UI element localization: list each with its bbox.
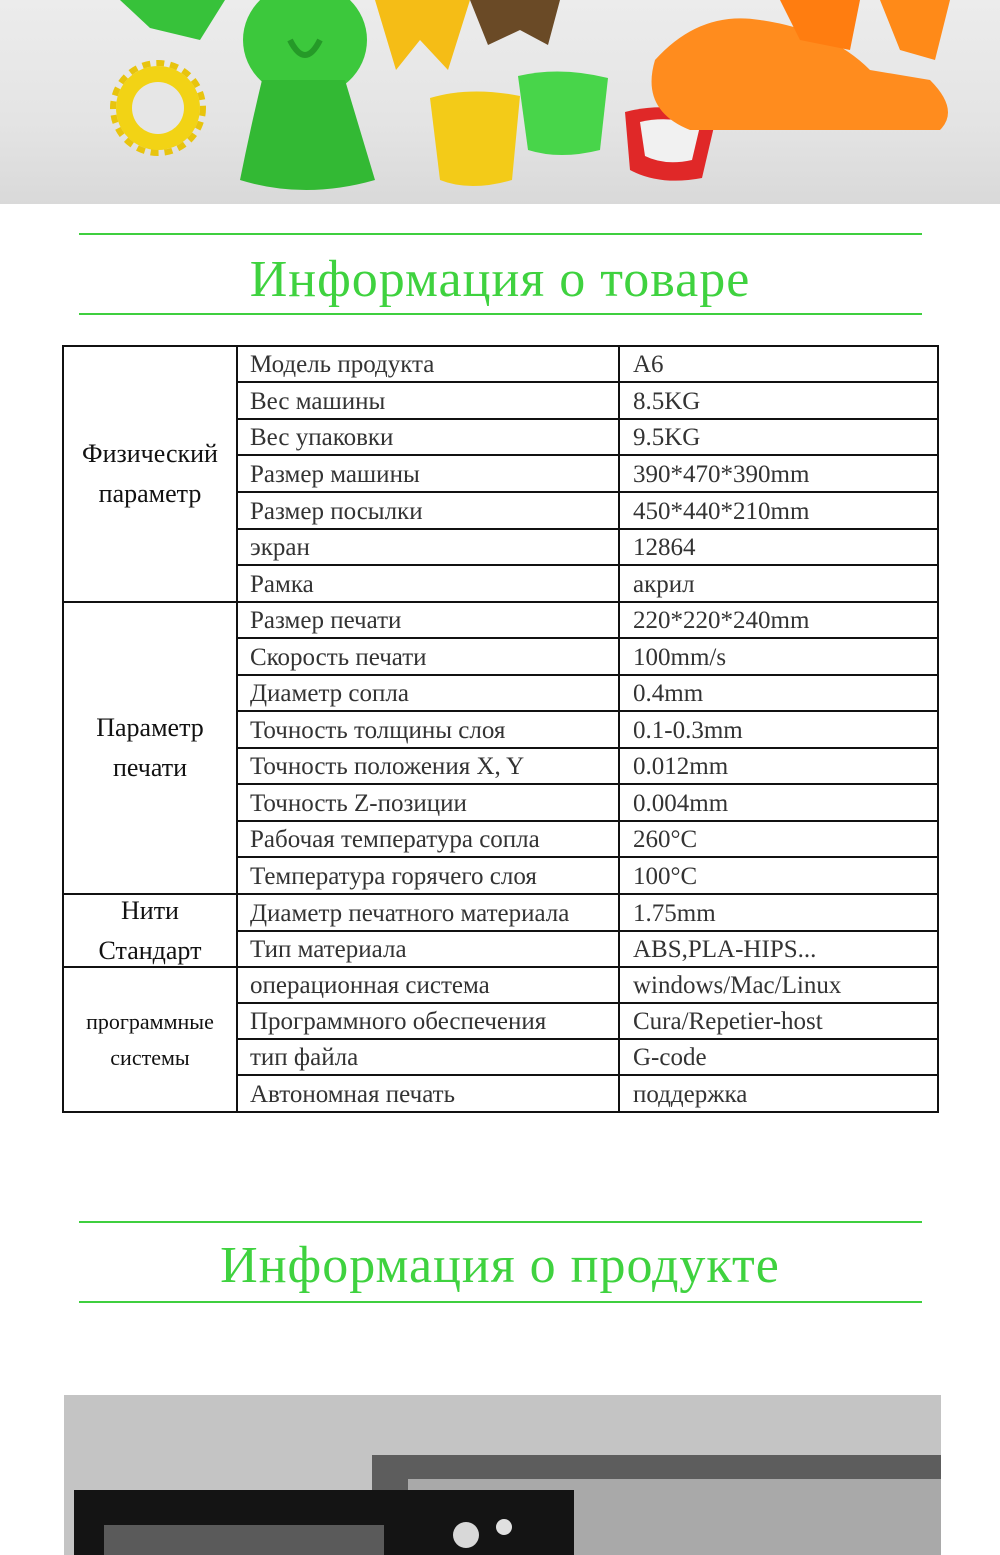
green-print-sheet xyxy=(120,0,225,40)
table-row: Скорость печати 100mm/s xyxy=(238,639,939,676)
yellow-gear-ring xyxy=(113,63,203,153)
table-row: Диаметр сопла 0.4mm xyxy=(238,676,939,712)
table-row: Температура горячего слоя 100°C xyxy=(238,858,939,895)
table-row: Тип материала ABS,PLA-HIPS... xyxy=(238,932,939,968)
table-row: Модель продукта A6 xyxy=(238,347,939,383)
table-row: Автономная печать поддержка xyxy=(238,1076,939,1111)
table-row: Вес упаковки 9.5KG xyxy=(238,420,939,456)
table-row: операционная система windows/Mac/Linux xyxy=(238,968,939,1004)
printed-samples-banner xyxy=(0,0,1000,204)
table-row: Размер посылки 450*440*210mm xyxy=(238,493,939,530)
printer-lcd-screen xyxy=(104,1525,384,1555)
heading-top-rule xyxy=(79,233,922,235)
spec-group-label: Физический параметр xyxy=(64,347,238,603)
heading-top-rule xyxy=(79,1221,922,1223)
orange-statue-print xyxy=(652,0,950,130)
table-row: Рамка акрил xyxy=(238,566,939,603)
table-row: Диаметр печатного материала 1.75mm xyxy=(238,895,939,932)
yellow-tower-print xyxy=(375,0,470,70)
printer-button xyxy=(496,1519,512,1535)
table-row: экран 12864 xyxy=(238,530,939,566)
yellow-cup-print xyxy=(430,91,520,186)
printed-samples-illustration xyxy=(0,0,1000,204)
printer-knob xyxy=(453,1522,479,1548)
table-row: Рабочая температура сопла 260°C xyxy=(238,822,939,858)
table-row: Точность положения X, Y 0.012mm xyxy=(238,749,939,785)
spec-group-label: Параметр печати xyxy=(64,603,238,895)
heading-bottom-rule xyxy=(79,313,922,315)
table-row: Вес машины 8.5KG xyxy=(238,383,939,420)
table-row: Размер печати 220*220*240mm xyxy=(238,603,939,639)
table-row: Точность толщины слоя 0.1-0.3mm xyxy=(238,712,939,749)
green-head-bust xyxy=(240,0,375,190)
product-details-title: Информация о продукте xyxy=(220,1237,780,1294)
table-row: Программного обеспечения Cura/Repetier-host xyxy=(238,1004,939,1040)
green-cup-print xyxy=(518,71,608,155)
table-row: Размер машины 390*470*390mm xyxy=(238,456,939,493)
printer-illustration xyxy=(64,1395,941,1555)
table-row: тип файла G-code xyxy=(238,1040,939,1076)
brown-tower-print xyxy=(470,0,560,45)
spec-group-label: программные системы xyxy=(64,968,238,1111)
spec-group-label: Нити Стандарт xyxy=(64,895,238,968)
printer-photo xyxy=(64,1395,941,1555)
table-row: Точность Z-позиции 0.004mm xyxy=(238,785,939,822)
heading-bottom-rule xyxy=(79,1301,922,1303)
spec-table xyxy=(62,345,939,1113)
product-info-title: Информация о товаре xyxy=(249,251,751,308)
